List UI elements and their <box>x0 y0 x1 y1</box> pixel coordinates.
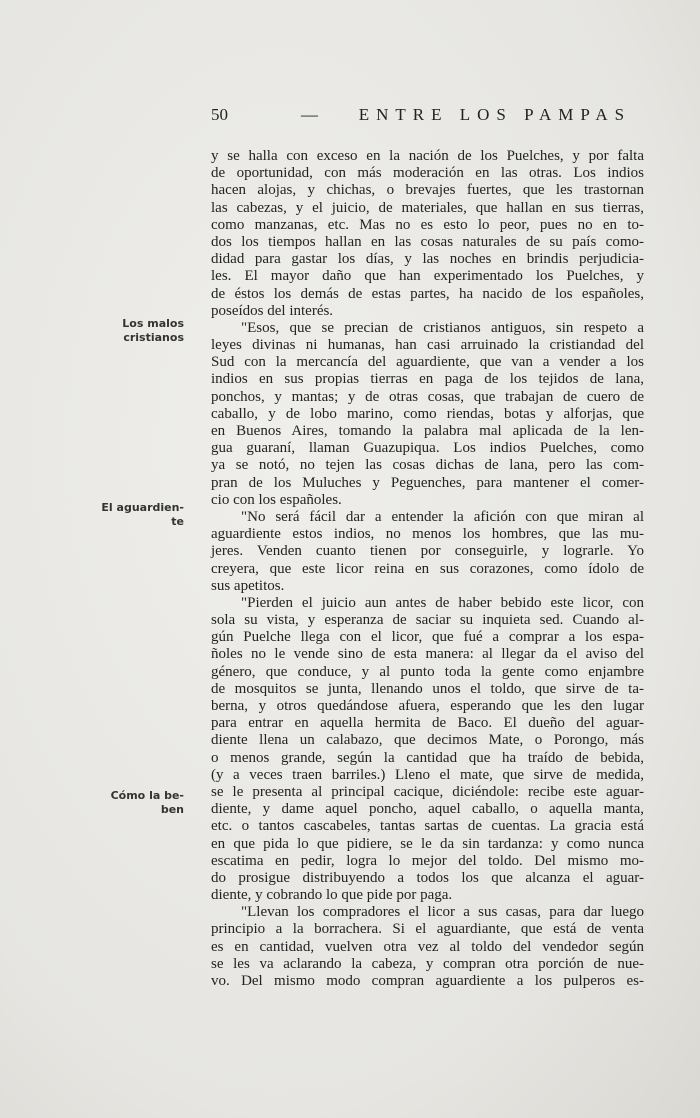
text-line: "No será fácil dar a entender la afición con que miran al <box>241 508 644 525</box>
text-line: ñoles no le vende sino de esta manera: al llegar da el aviso del <box>211 646 644 663</box>
text-line: etc. o tantos cascabeles, tantas sartas de cuentas. La gracia está <box>211 818 644 835</box>
text-line: "Llevan los compradores el licor a sus casas, para dar luego <box>241 904 644 921</box>
running-header <box>211 105 681 129</box>
margin-note-como-la-beben <box>92 789 184 817</box>
text-line: de éstos los demás de estas partes, ha nacido de los españoles, <box>211 285 644 302</box>
text-line: didad para gastar los días, y las noches en brindis perjudicia- <box>211 251 644 268</box>
text-line: ya se notó, no tejen las cosas dichas de lana, pero las com- <box>211 457 644 474</box>
text-line: poseídos del interés. <box>211 302 334 319</box>
text-line: diente llena un calabazo, que decimos Mate, o Porongo, más <box>211 732 644 749</box>
margin-note-line: te <box>171 515 184 528</box>
margin-note-malos-cristianos <box>92 317 184 345</box>
text-line: indios en sus propias tierras en paga de los tejidos de lana, <box>211 371 644 388</box>
text-line: en Buenos Aires, tomando la palabra mal aplicada de la len- <box>211 423 644 439</box>
text-line: para entrar en aquella hermita de Baco. El dueño del aguar- <box>211 715 644 732</box>
header-separator: — <box>301 105 325 124</box>
margin-note-line: ben <box>160 803 184 816</box>
margin-note-line: El aguardien- <box>101 501 184 514</box>
text-line: cio con los españoles. <box>211 491 342 508</box>
text-line: las cabezas, y el juicio, de materiales, que hallan en sus tierras, <box>211 199 644 216</box>
text-line: escatima en pedir, logra lo mejor del toldo. Del mismo mo- <box>211 852 644 869</box>
text-line: caballo, y de lobo marino, como riendas, botas y alforjas, que <box>211 405 644 422</box>
text-line: diente, y cobrando lo que pide por paga. <box>211 887 453 904</box>
text-line: hacen alojas, y chichas, o brevajes fuertes, que les trastornan <box>211 182 644 199</box>
text-line: jeres. Venden cuanto tienen por conseguirle, y lograrle. Yo <box>211 543 644 560</box>
margin-note-line: Los malos <box>122 317 184 330</box>
text-line: dos los tiempos hallan en las cosas naturales de su país como- <box>211 233 644 250</box>
text-line: diente, y dame aquel poncho, aquel caballo, o aquella manta, <box>211 801 644 818</box>
margin-note-line: cristianos <box>123 331 184 344</box>
text-line: es en cantidad, vuelven otra vez al toldo del vendedor según <box>211 938 644 955</box>
margin-note-line: Cómo la be- <box>110 789 184 802</box>
text-line: les. El mayor daño que han experimentado los Puelches, y <box>211 268 644 285</box>
text-line: vo. Del mismo modo compran aguardiente a los pulperos es- <box>211 973 644 989</box>
text-line: de mosquitos se junta, llenando unos el toldo, que sirve de ta- <box>211 680 644 697</box>
text-line: en que pida lo que pidiere, se le da sin tardanza: y como nunca <box>211 835 644 852</box>
text-line: aguardiente estos indios, no menos los hombres, que las mu- <box>211 526 644 543</box>
text-line: como manzanas, etc. Mas no es esto lo peor, pues no en to- <box>211 216 644 233</box>
body-text <box>211 148 644 990</box>
text-line: de oportunidad, con más moderación en las otras. Los indios <box>211 165 644 182</box>
text-line: gua guaraní, llaman Guazupiqua. Los indios Puelches, como <box>211 440 644 457</box>
text-line: creyera, que este licor reina en sus corazones, como ídolo de <box>211 560 644 577</box>
text-line: Sud con la mercancía del aguardiente, que van a vender a los <box>211 354 644 371</box>
text-line: do prosigue distribuyendo a todos los que alcanza el aguar- <box>211 869 644 886</box>
text-line: (y a veces traen barriles.) Lleno el mate, que sirve de medida, <box>211 766 644 783</box>
text-line: "Pierden el juicio aun antes de haber bebido este licor, con <box>241 594 644 611</box>
text-line: leyes divinas ni humanas, han casi arruinado la cristiandad del <box>211 337 644 354</box>
text-line: sola su vista, y esperanza de saciar su inquieta sed. Cuando al- <box>211 612 644 629</box>
text-line: berna, y otros quedándose afuera, esperando que les den lugar <box>211 698 644 714</box>
text-line: ponchos, y mantas; y de otras cosas, que trabajan de cuero de <box>211 388 644 405</box>
text-line: gún Puelche llega con el licor, que fué a comprar a los espa- <box>211 629 644 646</box>
header-title: ENTRE LOS PAMPAS <box>358 105 632 124</box>
text-line: o menos grande, según la cantidad que ha traído de bebida, <box>211 749 644 766</box>
text-line: "Esos, que se precian de cristianos antiguos, sin respeto a <box>241 319 644 336</box>
margin-note-aguardiente <box>92 501 184 529</box>
page-number: 50 <box>211 105 228 124</box>
text-line: principio a la borrachera. Si el aguardiante, que está de venta <box>211 921 644 938</box>
text-line: y se halla con exceso en la nación de los Puelches, y por falta <box>211 148 644 164</box>
text-line: se les va aclarando la cabeza, y compran otra porción de nue- <box>211 955 644 972</box>
running-title <box>301 105 631 125</box>
text-line: género, que conduce, y al punto toda la gente como enjambre <box>211 663 644 680</box>
text-line: pran de los Muluches y Peguenches, para mantener el comer- <box>211 474 644 491</box>
text-line: sus apetitos. <box>211 577 285 594</box>
text-line: se le presenta al principal cacique, diciéndole: recibe este aguar- <box>211 783 644 800</box>
